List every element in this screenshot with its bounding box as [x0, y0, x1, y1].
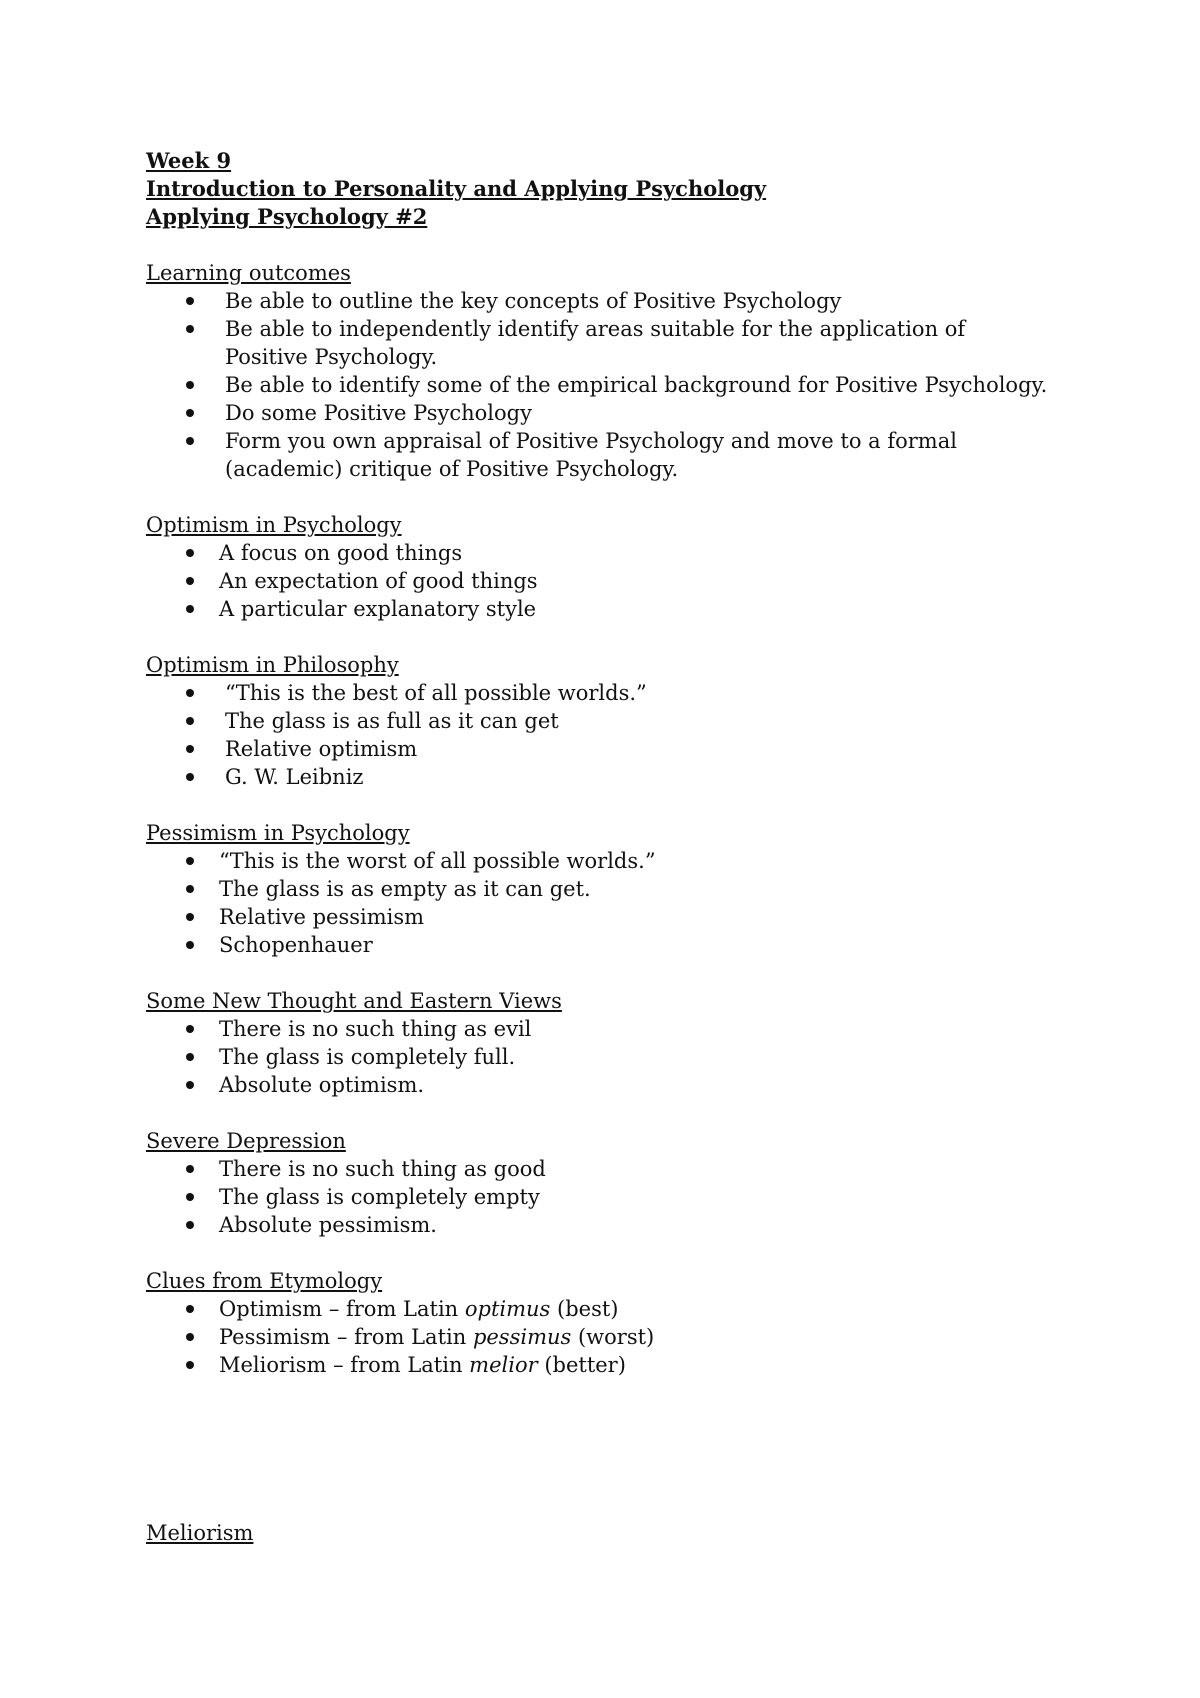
bullet-icon: [186, 1361, 194, 1369]
course-title: Introduction to Personality and Applying Psychology: [146, 176, 767, 201]
bullet-icon: [186, 1165, 194, 1173]
pessimism-psychology-heading: Pessimism in Psychology: [146, 821, 410, 845]
severe-depression-heading: Severe Depression: [146, 1129, 346, 1153]
bullet-icon: [186, 885, 194, 893]
list-item: “This is the worst of all possible worlds.”: [146, 847, 1106, 875]
bullet-icon: [186, 1053, 194, 1061]
list-item: Relative pessimism: [146, 903, 1106, 931]
list-item: There is no such thing as good: [146, 1155, 1106, 1183]
bullet-icon: [186, 437, 194, 445]
list-item: The glass is completely empty: [146, 1183, 1106, 1211]
bullet-icon: [186, 1221, 194, 1229]
document-content: [146, 147, 1106, 1547]
bullet-icon: [186, 325, 194, 333]
list-item: The glass is completely full.: [146, 1043, 1106, 1071]
bullet-icon: [186, 717, 194, 725]
bullet-icon: [186, 1193, 194, 1201]
list-item: Be able to identify some of the empirical background for Positive Psychology.: [146, 371, 1106, 399]
bullet-icon: [186, 941, 194, 949]
bullet-icon: [186, 689, 194, 697]
bullet-icon: [186, 857, 194, 865]
list-item: Be able to independently identify areas suitable for the application of Positive Psychology.: [146, 315, 1106, 371]
optimism-psychology-heading: Optimism in Psychology: [146, 513, 402, 537]
etymology-list: [146, 1295, 1106, 1379]
bullet-icon: [186, 773, 194, 781]
new-thought-heading: Some New Thought and Eastern Views: [146, 989, 562, 1013]
bullet-icon: [186, 745, 194, 753]
list-item: Meliorism – from Latin melior (better): [146, 1351, 1106, 1379]
list-item: Form you own appraisal of Positive Psychology and move to a formal (academic) critique of Positive Psychology.: [146, 427, 1106, 483]
bullet-icon: [186, 1305, 194, 1313]
optimism-philosophy-heading: Optimism in Philosophy: [146, 653, 399, 677]
list-item: A focus on good things: [146, 539, 1106, 567]
list-item: “This is the best of all possible worlds.”: [146, 679, 1106, 707]
pessimism-psychology-list: [146, 847, 1106, 959]
severe-depression-list: [146, 1155, 1106, 1239]
list-item: The glass is as empty as it can get.: [146, 875, 1106, 903]
meliorism-heading: Meliorism: [146, 1521, 254, 1545]
bullet-icon: [186, 297, 194, 305]
new-thought-list: [146, 1015, 1106, 1099]
bullet-icon: [186, 1081, 194, 1089]
bullet-icon: [186, 409, 194, 417]
optimism-philosophy-list: [146, 679, 1106, 791]
list-item: G. W. Leibniz: [146, 763, 1106, 791]
list-item: Absolute optimism.: [146, 1071, 1106, 1099]
bullet-icon: [186, 1333, 194, 1341]
list-item: Do some Positive Psychology: [146, 399, 1106, 427]
list-item: Relative optimism: [146, 735, 1106, 763]
bullet-icon: [186, 605, 194, 613]
list-item: The glass is as full as it can get: [146, 707, 1106, 735]
week-title: Week 9: [146, 148, 232, 173]
bullet-icon: [186, 577, 194, 585]
learning-outcomes-list: [146, 287, 1106, 483]
bullet-icon: [186, 913, 194, 921]
bullet-icon: [186, 549, 194, 557]
list-item: A particular explanatory style: [146, 595, 1106, 623]
bullet-icon: [186, 1025, 194, 1033]
list-item: Schopenhauer: [146, 931, 1106, 959]
list-item: An expectation of good things: [146, 567, 1106, 595]
list-item: Be able to outline the key concepts of Positive Psychology: [146, 287, 1106, 315]
etymology-heading: Clues from Etymology: [146, 1269, 383, 1293]
lecture-title: Applying Psychology #2: [146, 204, 428, 229]
list-item: Optimism – from Latin optimus (best): [146, 1295, 1106, 1323]
list-item: Pessimism – from Latin pessimus (worst): [146, 1323, 1106, 1351]
list-item: Absolute pessimism.: [146, 1211, 1106, 1239]
list-item: There is no such thing as evil: [146, 1015, 1106, 1043]
optimism-psychology-list: [146, 539, 1106, 623]
bullet-icon: [186, 381, 194, 389]
learning-outcomes-heading: Learning outcomes: [146, 261, 351, 285]
